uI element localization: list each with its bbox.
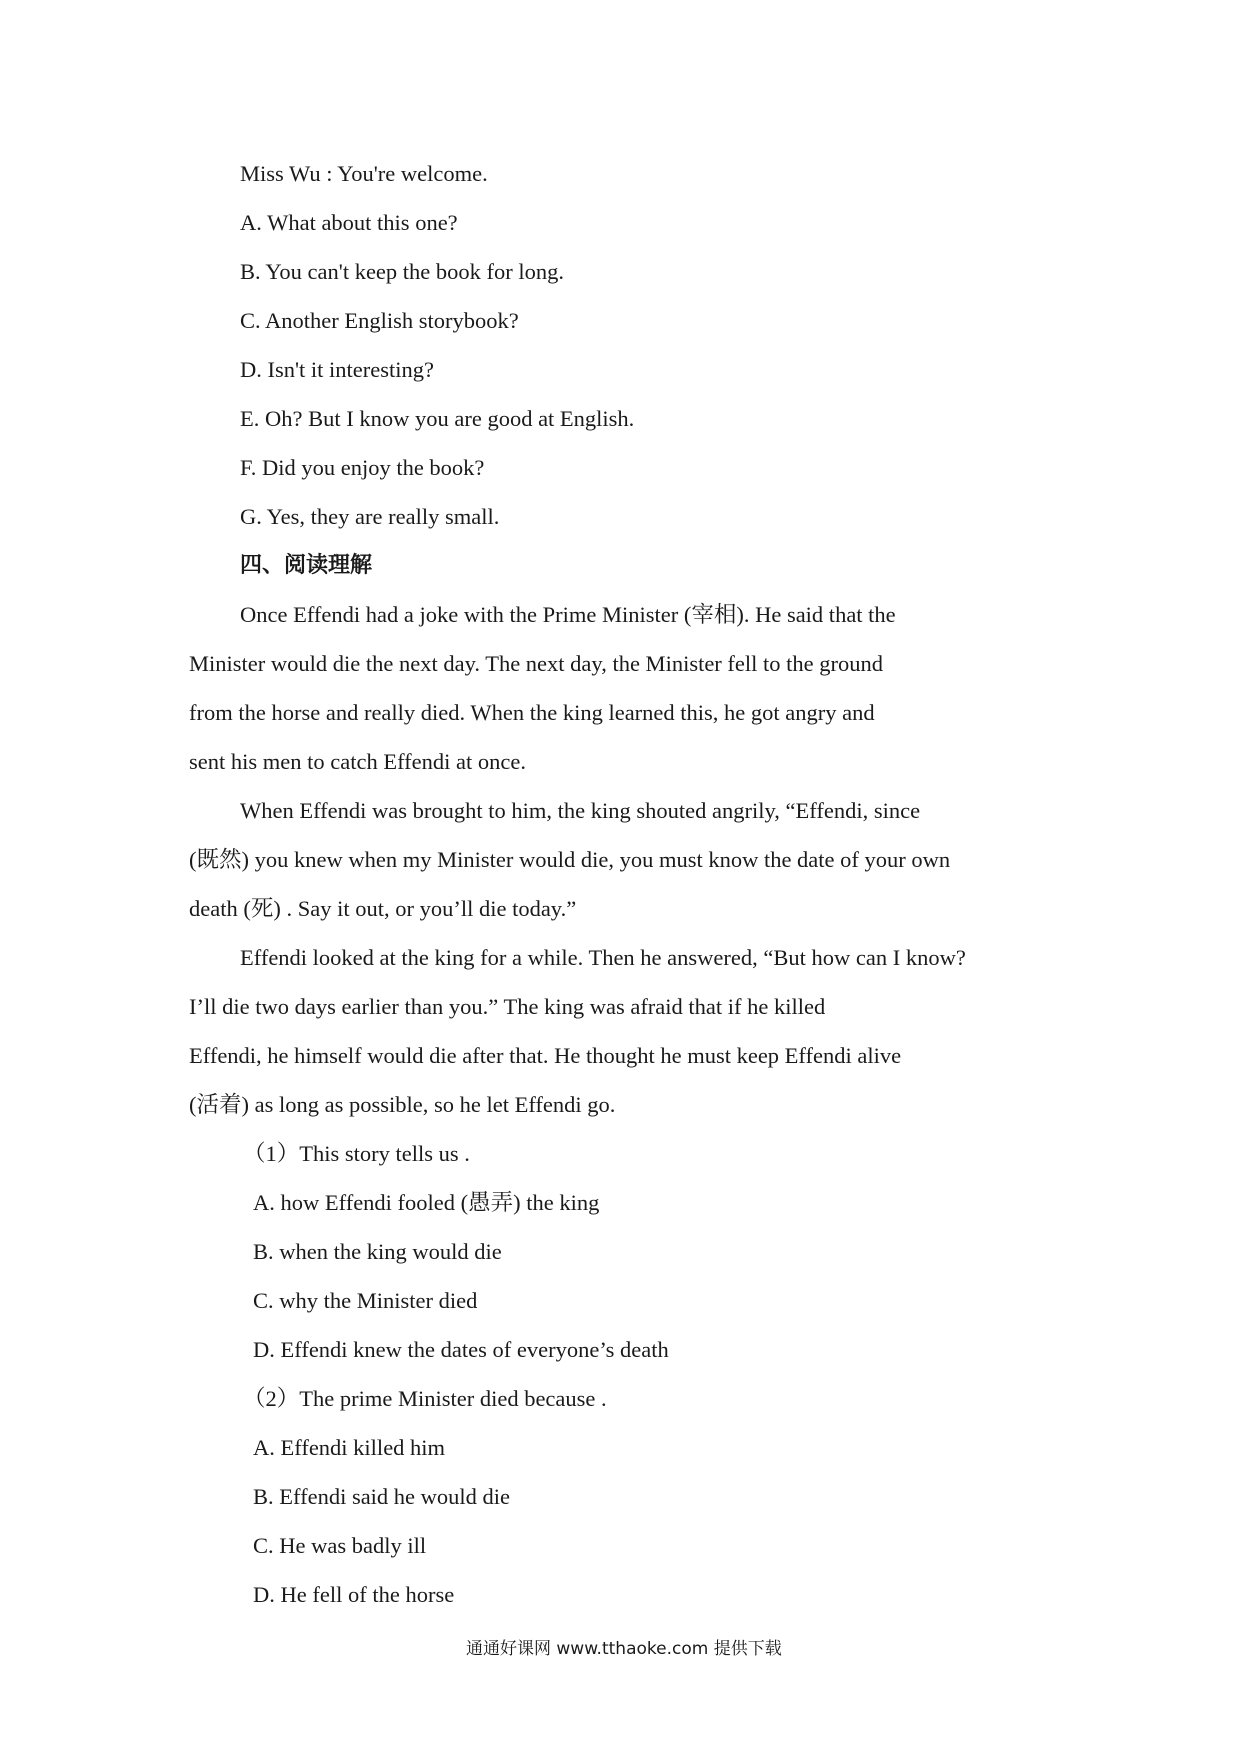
question-1-option-d: D. Effendi knew the dates of everyone’s death — [253, 1337, 669, 1362]
passage-p1-line-3: from the horse and really died. When the king learned this, he got angry and — [189, 700, 875, 725]
passage-p1-line-2: Minister would die the next day. The next day, the Minister fell to the ground — [189, 651, 884, 676]
dialogue-option-e: E. Oh? But I know you are good at English. — [240, 406, 635, 431]
dialogue-option-a: A. What about this one? — [240, 210, 458, 235]
passage-p3-line-1: Effendi looked at the king for a while. Then he answered, “But how can I know? — [240, 945, 966, 970]
section-heading: 四、阅读理解 — [240, 553, 373, 578]
dialogue-option-c: C. Another English storybook? — [240, 308, 519, 333]
passage-p1-line-4: sent his men to catch Effendi at once. — [189, 749, 526, 774]
passage-p2-line-1: When Effendi was brought to him, the king shouted angrily, “Effendi, since — [240, 798, 921, 823]
passage-p1-line-1: Once Effendi had a joke with the Prime Minister (宰相). He said that the — [240, 602, 896, 627]
question-2-stem: （2）The prime Minister died because . — [243, 1386, 607, 1411]
question-1-option-b: B. when the king would die — [253, 1239, 502, 1264]
dialogue-option-d: D. Isn't it interesting? — [240, 357, 435, 382]
question-2-option-c: C. He was badly ill — [253, 1533, 427, 1558]
question-1-option-a: A. how Effendi fooled (愚弄) the king — [253, 1190, 600, 1215]
dialogue-option-b: B. You can't keep the book for long. — [240, 259, 565, 284]
passage-p3-line-2: I’ll die two days earlier than you.” The king was afraid that if he killed — [189, 994, 826, 1019]
page-footer: 通通好课网 www.tthaoke.com 提供下载 — [466, 1639, 782, 1659]
passage-p3-line-3: Effendi, he himself would die after that. He thought he must keep Effendi alive — [189, 1043, 902, 1068]
dialogue-option-f: F. Did you enjoy the book? — [240, 455, 485, 480]
question-2-option-b: B. Effendi said he would die — [253, 1484, 511, 1509]
question-1-option-c: C. why the Minister died — [253, 1288, 478, 1313]
question-1-stem: （1）This story tells us . — [243, 1141, 470, 1166]
dialogue-last-line: Miss Wu : You're welcome. — [240, 161, 488, 186]
passage-p2-line-3: death (死) . Say it out, or you’ll die today.” — [189, 896, 577, 921]
question-2-option-d: D. He fell of the horse — [253, 1582, 455, 1607]
passage-p3-line-4: (活着) as long as possible, so he let Effendi go. — [189, 1092, 616, 1117]
passage-p2-line-2: (既然) you knew when my Minister would die, you must know the date of your own — [189, 847, 951, 872]
dialogue-option-g: G. Yes, they are really small. — [240, 504, 500, 529]
question-2-option-a: A. Effendi killed him — [253, 1435, 446, 1460]
